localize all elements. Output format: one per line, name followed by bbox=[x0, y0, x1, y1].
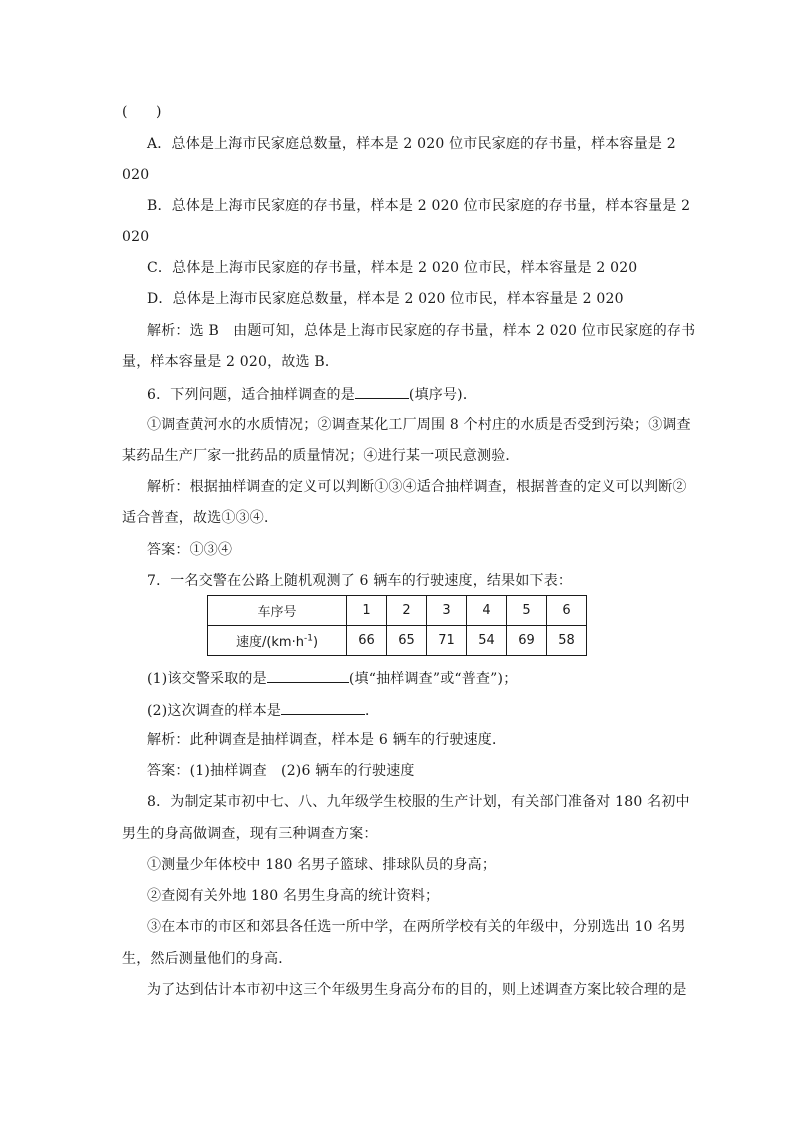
question-8-last-line: 为了达到估计本市初中这三个年级男生身高分布的目的，则上述调查方案比较合理的是 bbox=[147, 982, 687, 998]
table-cell: 65 bbox=[387, 626, 427, 656]
question-6-items-line-1: ①调查黄河水的水质情况；②调查某化工厂周围 8 个村庄的水质是否受到污染；③调查 bbox=[147, 417, 691, 433]
solution-6-line-2: 适合普查，故选①③④． bbox=[122, 510, 279, 526]
question-8-option-3-line-2: 生，然后测量他们的身高． bbox=[122, 951, 293, 967]
solution-7: 解析：此种调查是抽样调查，样本是 6 辆车的行驶速度． bbox=[147, 732, 507, 748]
question-7-part-1-suffix: (填“抽样调查”或“普查”)； bbox=[348, 671, 518, 687]
table-row bbox=[208, 596, 587, 626]
question-6 bbox=[147, 384, 477, 404]
question-7-part-2-prefix: (2)这次调查的样本是 bbox=[147, 703, 282, 719]
table-cell: 1 bbox=[347, 596, 387, 626]
question-7: 7．一名交警在公路上随机观测了 6 辆车的行驶速度，结果如下表： bbox=[147, 573, 573, 589]
answer-paren: ( ) bbox=[122, 104, 162, 120]
table-cell: 3 bbox=[427, 596, 467, 626]
question-8-option-2: ②查阅有关外地 180 名男生身高的统计资料； bbox=[147, 888, 440, 904]
table-cell: 54 bbox=[467, 626, 507, 656]
table-cell: 71 bbox=[427, 626, 467, 656]
question-7-part-1-prefix: (1)该交警采取的是 bbox=[147, 671, 267, 687]
question-8-option-1: ①测量少年体校中 180 名男子篮球、排球队员的身高； bbox=[147, 857, 497, 873]
table-row bbox=[208, 626, 587, 656]
option-d: D．总体是上海市民家庭总数量，样本是 2 020 位市民，样本容量是 2 020 bbox=[147, 291, 624, 307]
answer-7: 答案：(1)抽样调查 (2)6 辆车的行驶速度 bbox=[147, 763, 415, 779]
answer-blank bbox=[281, 700, 365, 715]
solution-5-line-1: 解析：选 B 由题可知，总体是上海市民家庭的存书量，样本 2 020 位市民家庭的存书 bbox=[147, 323, 696, 339]
speed-label: 速度/(km·h bbox=[235, 635, 304, 650]
question-8-line-2: 男生的身高做调查，现有三种调查方案： bbox=[122, 826, 378, 842]
question-6-suffix: (填序号)． bbox=[408, 387, 478, 403]
table-cell: 6 bbox=[547, 596, 587, 626]
option-c: C．总体是上海市民家庭的存书量，样本是 2 020 位市民，样本容量是 2 020 bbox=[147, 260, 638, 276]
option-a-line-2: 020 bbox=[122, 167, 150, 183]
table-cell: 4 bbox=[467, 596, 507, 626]
question-7-part-2 bbox=[147, 700, 379, 720]
question-8-option-3-line-1: ③在本市的市区和郊县各任选一所中学，在两所学校有关的年级中，分别选出 10 名男 bbox=[147, 919, 686, 935]
speed-label-end: ) bbox=[312, 635, 319, 650]
question-7-part-2-suffix: ． bbox=[365, 703, 380, 719]
table-cell: 2 bbox=[387, 596, 427, 626]
question-7-part-1 bbox=[147, 668, 517, 688]
option-a-line-1: A．总体是上海市民家庭总数量，样本是 2 020 位市民家庭的存书量，样本容量是 2 bbox=[147, 136, 676, 152]
answer-blank bbox=[267, 668, 349, 683]
speed-unit-exponent: -1 bbox=[303, 633, 313, 644]
question-6-prefix: 6．下列问题，适合抽样调查的是 bbox=[147, 387, 355, 403]
table-cell: 5 bbox=[507, 596, 547, 626]
table-cell: 69 bbox=[507, 626, 547, 656]
question-8-line-1: 8．为制定某市初中七、八、九年级学生校服的生产计划，有关部门准备对 180 名初中 bbox=[147, 794, 690, 810]
answer-blank bbox=[355, 384, 409, 399]
table-cell: 66 bbox=[347, 626, 387, 656]
table-header-cell bbox=[208, 626, 347, 656]
question-6-items-line-2: 某药品生产厂家一批药品的质量情况；④进行某一项民意测验． bbox=[122, 448, 520, 464]
table-header-cell: 车序号 bbox=[208, 596, 347, 626]
table-cell: 58 bbox=[547, 626, 587, 656]
option-b-line-1: B．总体是上海市民家庭的存书量，样本是 2 020 位市民家庭的存书量，样本容量是 2 bbox=[147, 198, 691, 214]
solution-5-line-2: 量，样本容量是 2 020，故选 B． bbox=[122, 354, 340, 370]
speed-table bbox=[207, 595, 587, 656]
solution-6-line-1: 解析：根据抽样调查的定义可以判断①③④适合抽样调查，根据普查的定义可以判断② bbox=[147, 479, 687, 495]
answer-6: 答案：①③④ bbox=[147, 542, 233, 558]
option-b-line-2: 020 bbox=[122, 229, 150, 245]
